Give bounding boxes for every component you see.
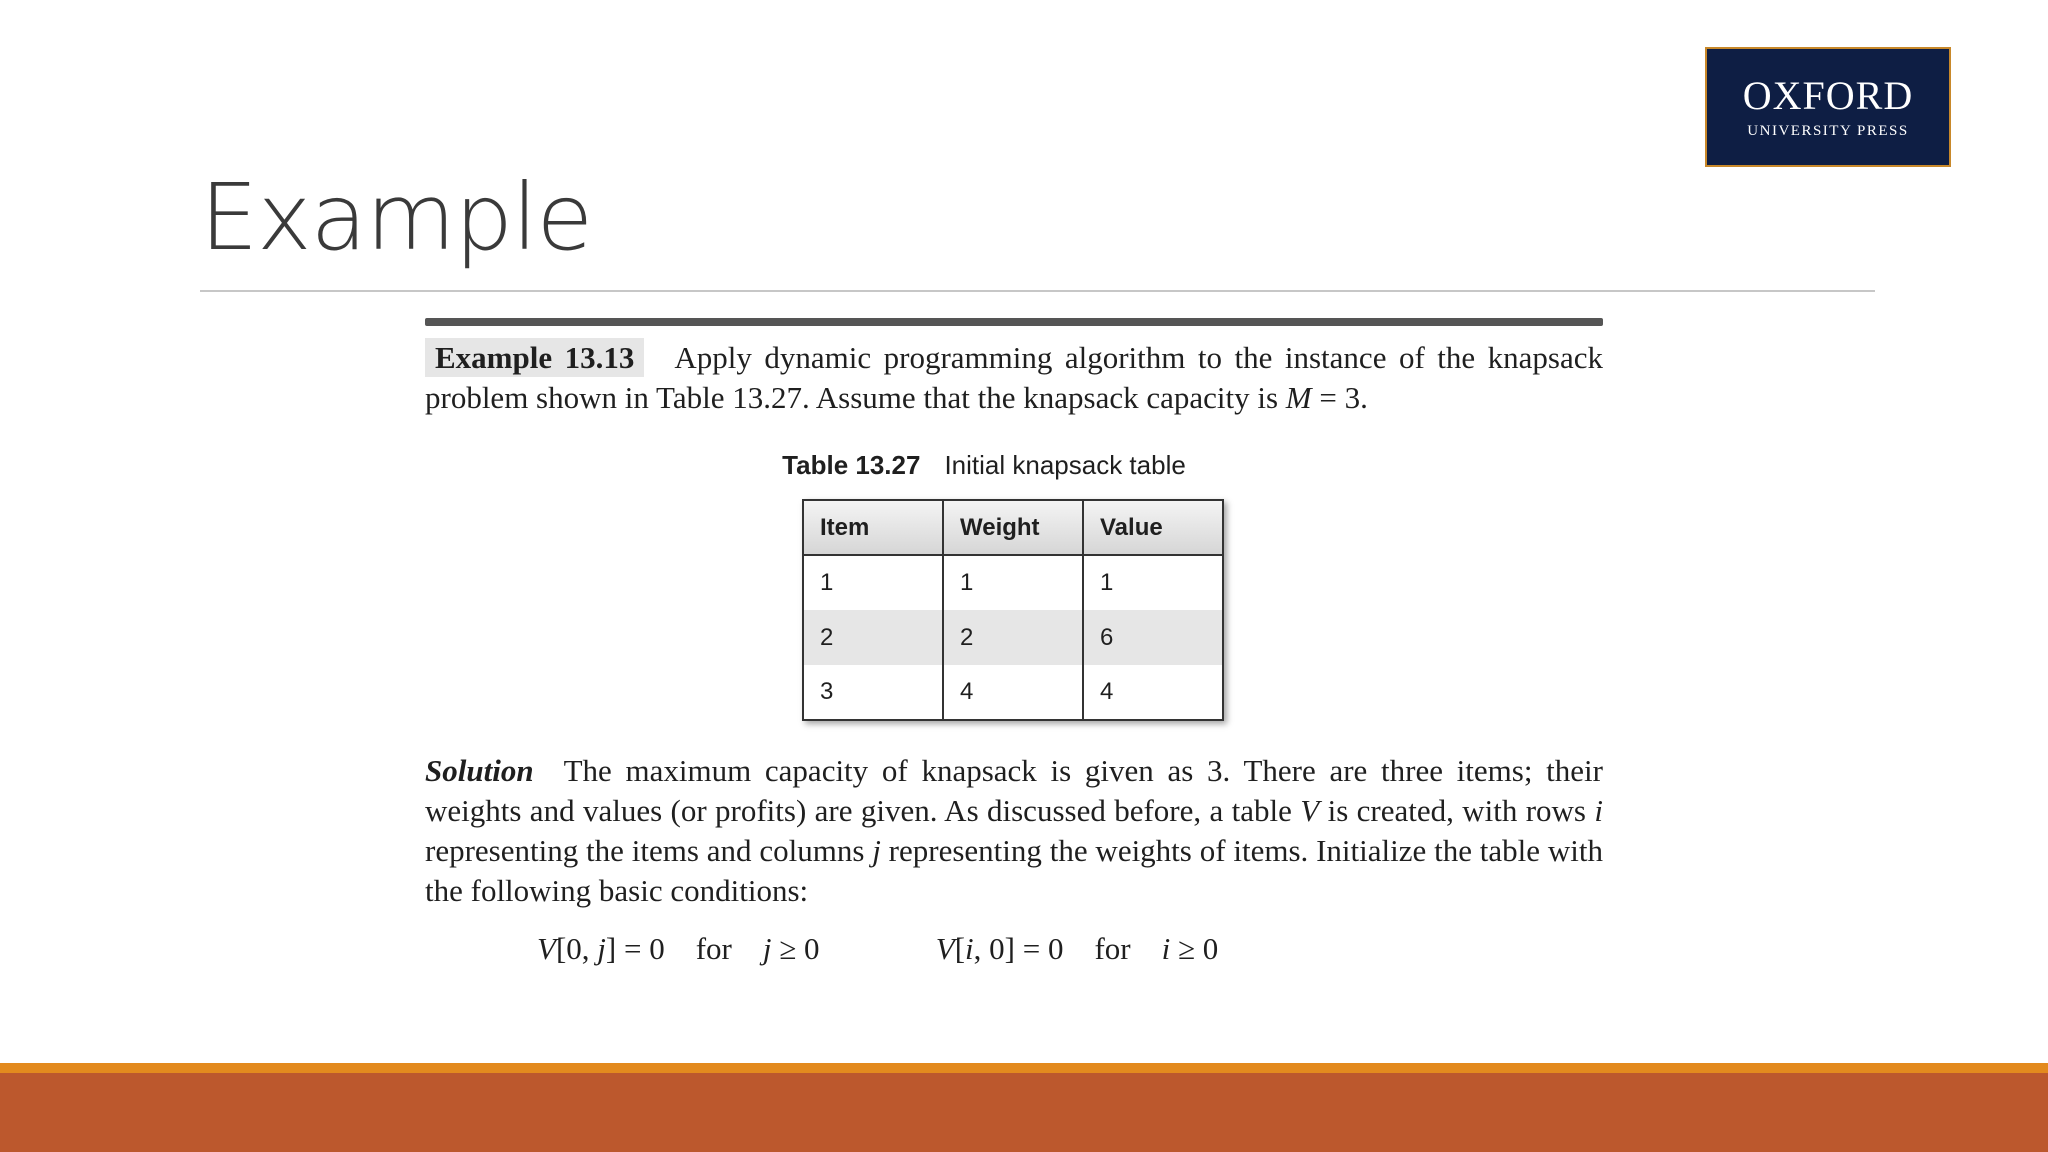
cond-var: j: [597, 931, 606, 966]
cell-item: 1: [803, 555, 943, 610]
cond-close: ] = 0: [605, 931, 665, 966]
cell-item: 3: [803, 665, 943, 720]
solution-paragraph: [425, 751, 1603, 911]
cell-value: 1: [1083, 555, 1223, 610]
cell-value: 6: [1083, 610, 1223, 665]
logo-subtitle: UNIVERSITY PRESS: [1747, 122, 1909, 139]
cell-weight: 1: [943, 555, 1083, 610]
table-caption-label: Table 13.27: [782, 450, 921, 480]
title-divider: [200, 290, 1875, 292]
table-header-row: [803, 500, 1223, 555]
table-caption: [425, 450, 1543, 481]
cell-value: 4: [1083, 665, 1223, 720]
oxford-logo: [1705, 47, 1951, 167]
solution-text-1: The maximum capacity of knapsack is given as 3. There are three items; their weights and values (or profits) are given. As discussed before, a table: [425, 753, 1603, 828]
solution-text-3: representing the items and columns: [425, 833, 873, 868]
example-paragraph: [425, 338, 1603, 418]
cond-for: for: [1094, 931, 1131, 966]
cell-weight: 4: [943, 665, 1083, 720]
table-row: [803, 665, 1223, 720]
cond-for: for: [695, 931, 732, 966]
header-weight: Weight: [943, 500, 1083, 555]
example-text-end: = 3.: [1311, 380, 1368, 415]
cond-cvar: j: [762, 931, 772, 966]
knapsack-table: [802, 499, 1224, 721]
cond-v: V: [537, 931, 556, 966]
table-symbol-v: V: [1300, 793, 1320, 828]
footer-band: [0, 1073, 2048, 1152]
header-value: Value: [1083, 500, 1223, 555]
header-item: Item: [803, 500, 943, 555]
table-row: [803, 555, 1223, 610]
cond-open: [: [954, 931, 966, 966]
excerpt-top-rule: [425, 318, 1603, 326]
solution-label: Solution: [425, 753, 534, 788]
condition-col-zero: [936, 929, 1219, 969]
cond-open: [0,: [555, 931, 598, 966]
base-conditions: [537, 929, 1603, 969]
table-caption-text: Initial knapsack table: [944, 450, 1186, 480]
example-text: Apply dynamic programming algorithm to the instance of the knapsack problem shown in Table 13.27. Assume that the knapsack capacity is: [425, 340, 1603, 415]
cond-var: i: [965, 931, 974, 966]
cond-v: V: [935, 931, 955, 966]
logo-wordmark: OXFORD: [1742, 72, 1914, 118]
cond-rel: ≥ 0: [1170, 931, 1219, 966]
cond-close: , 0] = 0: [973, 931, 1064, 966]
capacity-symbol: M: [1285, 380, 1312, 415]
example-label: Example 13.13: [425, 338, 644, 377]
slide-title: Example: [200, 164, 593, 271]
solution-text-2: is created, with rows: [1319, 793, 1595, 828]
cell-item: 2: [803, 610, 943, 665]
footer-accent-line: [0, 1063, 2048, 1073]
row-symbol-i: i: [1594, 793, 1603, 828]
cond-cvar: i: [1161, 931, 1171, 966]
condition-row-zero: [537, 929, 820, 969]
table-row: [803, 610, 1223, 665]
solution-text-4: representing the weights of items. Initialize the table with the following basic conditions:: [425, 833, 1603, 908]
textbook-excerpt: [425, 318, 1603, 969]
cond-rel: ≥ 0: [771, 931, 820, 966]
cell-weight: 2: [943, 610, 1083, 665]
column-symbol-j: j: [872, 833, 881, 868]
